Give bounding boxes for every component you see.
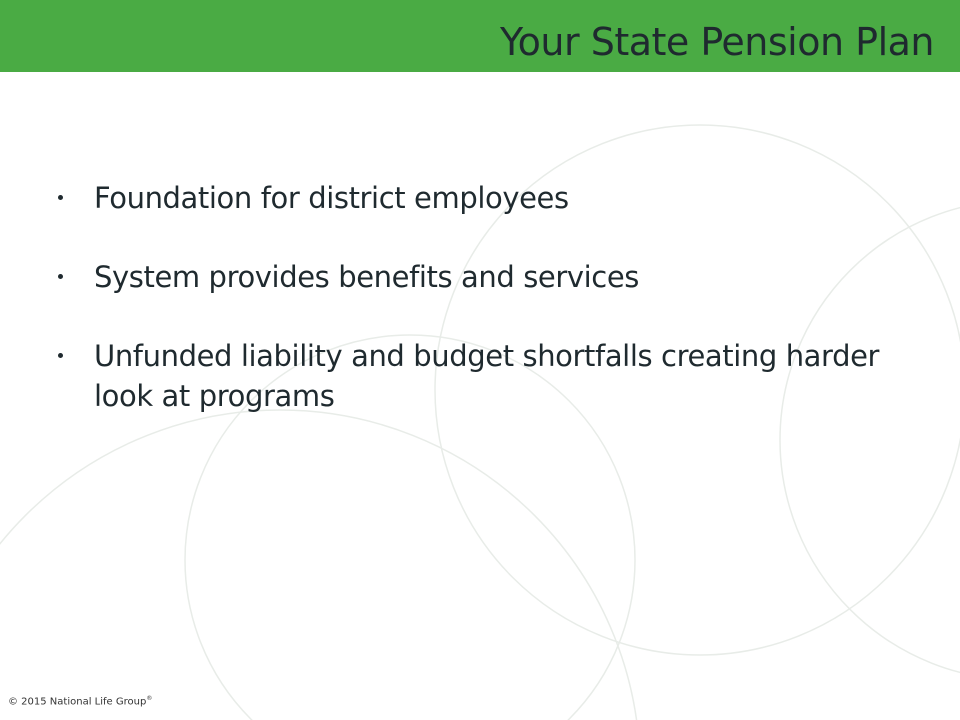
bullet-item	[58, 336, 918, 416]
bullet-icon	[58, 274, 63, 279]
bullet-icon	[58, 195, 63, 200]
bullet-text: Foundation for district employees	[94, 181, 569, 215]
copyright-text: © 2015 National Life Group	[8, 696, 147, 707]
copyright-footer	[8, 693, 152, 708]
slide-title: Your State Pension Plan	[500, 20, 934, 64]
bullet-item	[58, 178, 918, 218]
registered-mark: ®	[146, 694, 153, 702]
bullet-text: Unfunded liability and budget shortfalls creating harder look at programs	[94, 339, 880, 413]
bullet-icon	[58, 353, 63, 358]
title-bar	[0, 0, 960, 72]
bullet-text: System provides benefits and services	[94, 260, 639, 294]
bullet-item	[58, 257, 918, 297]
bullet-list	[58, 178, 918, 455]
